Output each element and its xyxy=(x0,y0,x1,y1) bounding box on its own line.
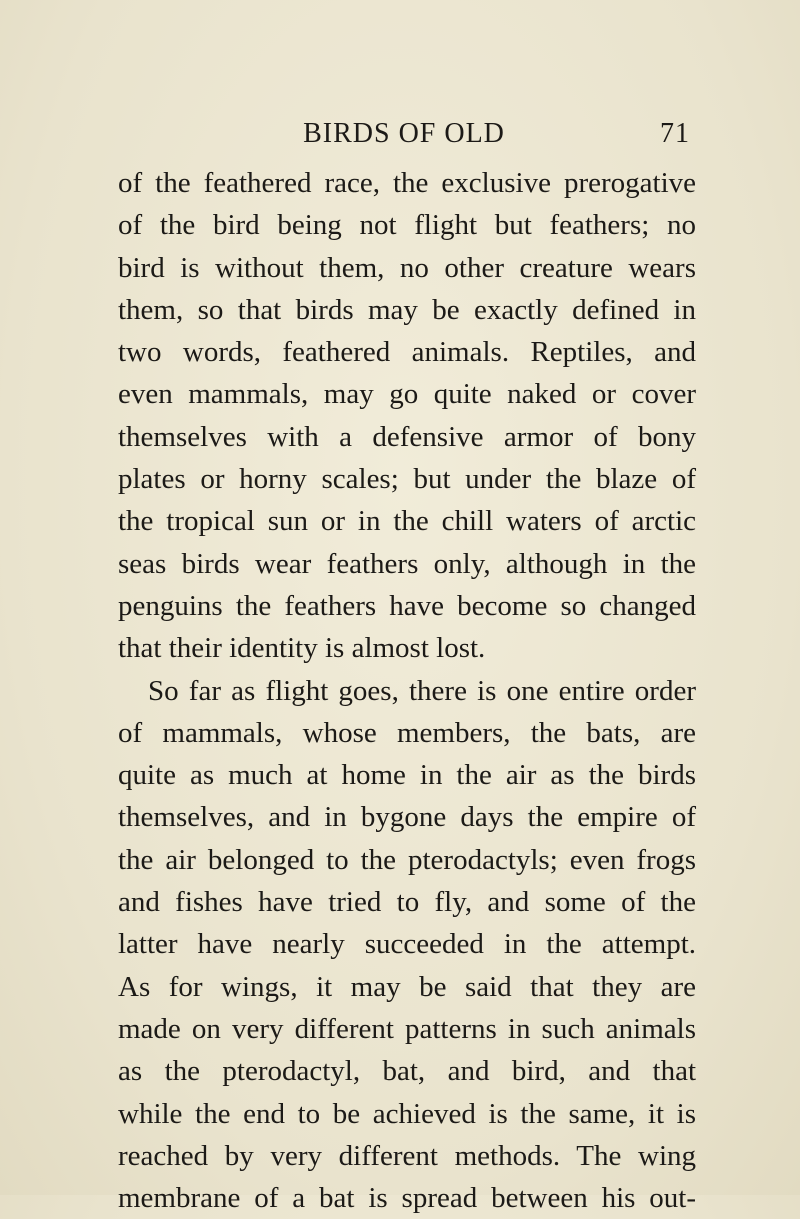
text-line: penguins the feathers have become so changed xyxy=(118,589,696,622)
running-title: BIRDS OF OLD xyxy=(303,118,505,149)
page-number: 71 xyxy=(660,118,690,149)
text-line: plates or horny scales; but under the blaze of xyxy=(118,463,696,496)
running-head xyxy=(118,118,690,158)
text-line: that their identity is almost lost. xyxy=(118,632,486,665)
body-text xyxy=(118,162,696,1219)
text-line: bird is without them, no other creature wears xyxy=(118,251,696,284)
text-line: two words, feathered animals. Reptiles, and xyxy=(118,336,696,369)
text-line: As for wings, it may be said that they are xyxy=(118,970,696,1003)
text-line: the tropical sun or in the chill waters of arctic xyxy=(118,505,696,538)
text-line: of the feathered race, the exclusive prerogative xyxy=(118,167,696,199)
text-line: seas birds wear feathers only, although in the xyxy=(118,547,696,580)
text-line: even mammals, may go quite naked or cover xyxy=(118,378,696,411)
text-line: while the end to be achieved is the same, it is xyxy=(118,1097,696,1130)
text-line: the air belonged to the pterodactyls; even frogs xyxy=(118,843,696,876)
text-line: themselves, and in bygone days the empire of xyxy=(118,801,696,834)
text-line: and fishes have tried to fly, and some of the xyxy=(118,886,696,919)
text-line: latter have nearly succeeded in the attempt. xyxy=(118,928,696,961)
text-line: quite as much at home in the air as the birds xyxy=(118,759,696,792)
text-line: membrane of a bat is spread between his out- xyxy=(118,1182,696,1215)
text-line: made on very different patterns in such animals xyxy=(118,1012,696,1045)
text-line: So far as flight goes, there is one entire order xyxy=(148,674,696,707)
text-line: reached by very different methods. The wing xyxy=(118,1139,696,1172)
text-line: them, so that birds may be exactly defined in xyxy=(118,293,696,326)
text-line: of the bird being not flight but feathers; no xyxy=(118,209,696,242)
text-line: as the pterodactyl, bat, and bird, and that xyxy=(118,1055,696,1088)
text-line: of mammals, whose members, the bats, are xyxy=(118,716,696,749)
text-line: themselves with a defensive armor of bony xyxy=(118,420,696,453)
